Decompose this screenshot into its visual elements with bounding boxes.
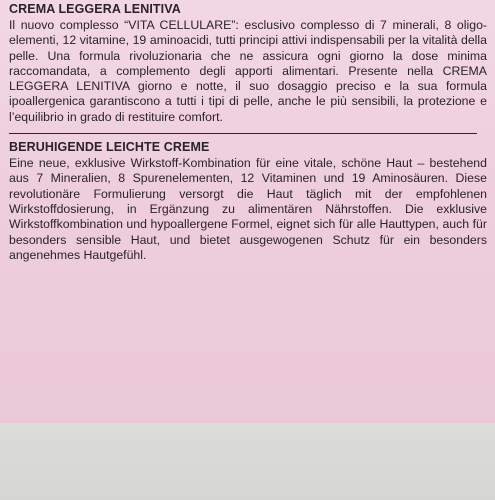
italian-title: CREMA LEGGERA LENITIVA	[9, 2, 181, 16]
grey-footer-band	[0, 423, 495, 500]
label-content	[9, 2, 487, 263]
italian-section	[9, 2, 487, 125]
german-section	[9, 140, 487, 263]
german-description: Eine neue, exklusive Wirkstoff-Kombination für eine vitale, schöne Haut – bestehend aus 7 Mineralien, 8 Spurenelementen, 12 Vitaminen und 19 Aminosäuren. Diese revolutionäre Formulierung versorgt die Haut täglich mit der empfohlenen Wirkstoffdosierung, in Ergänzung zu alimentären Nährstoffen. Die exklusive Wirkstoffkombination und hypoallergene Formel, eignet sich für alle Hauttypen, auch für besonders sensible Haut, und bietet ausgewogenen Schutz für ein besonders angenehmes Hautgefühl.	[9, 156, 487, 262]
section-divider	[9, 133, 477, 134]
italian-description: Il nuovo complesso “VITA CELLULARE”: esclusivo complesso di 7 minerali, 8 oligo-elementi, 12 vitamine, 19 aminoacidi, tutti principi attivi indispensabili per la vitalità della pelle. Una formula rivoluzionaria che ne assicura ogni giorno la dose minima raccomandata, a complemento degli apporti alimentari. Presente nella CREMA LEGGERA LENITIVA giorno e notte, il suo dosaggio preciso e la sua formula ipoallergenica garantiscono a tutti i tipi di pelle, anche le più sensibili, la protezione e l’equilibrio in grado di restituire comfort.	[9, 18, 487, 124]
german-title: BERUHIGENDE LEICHTE CREME	[9, 140, 210, 155]
